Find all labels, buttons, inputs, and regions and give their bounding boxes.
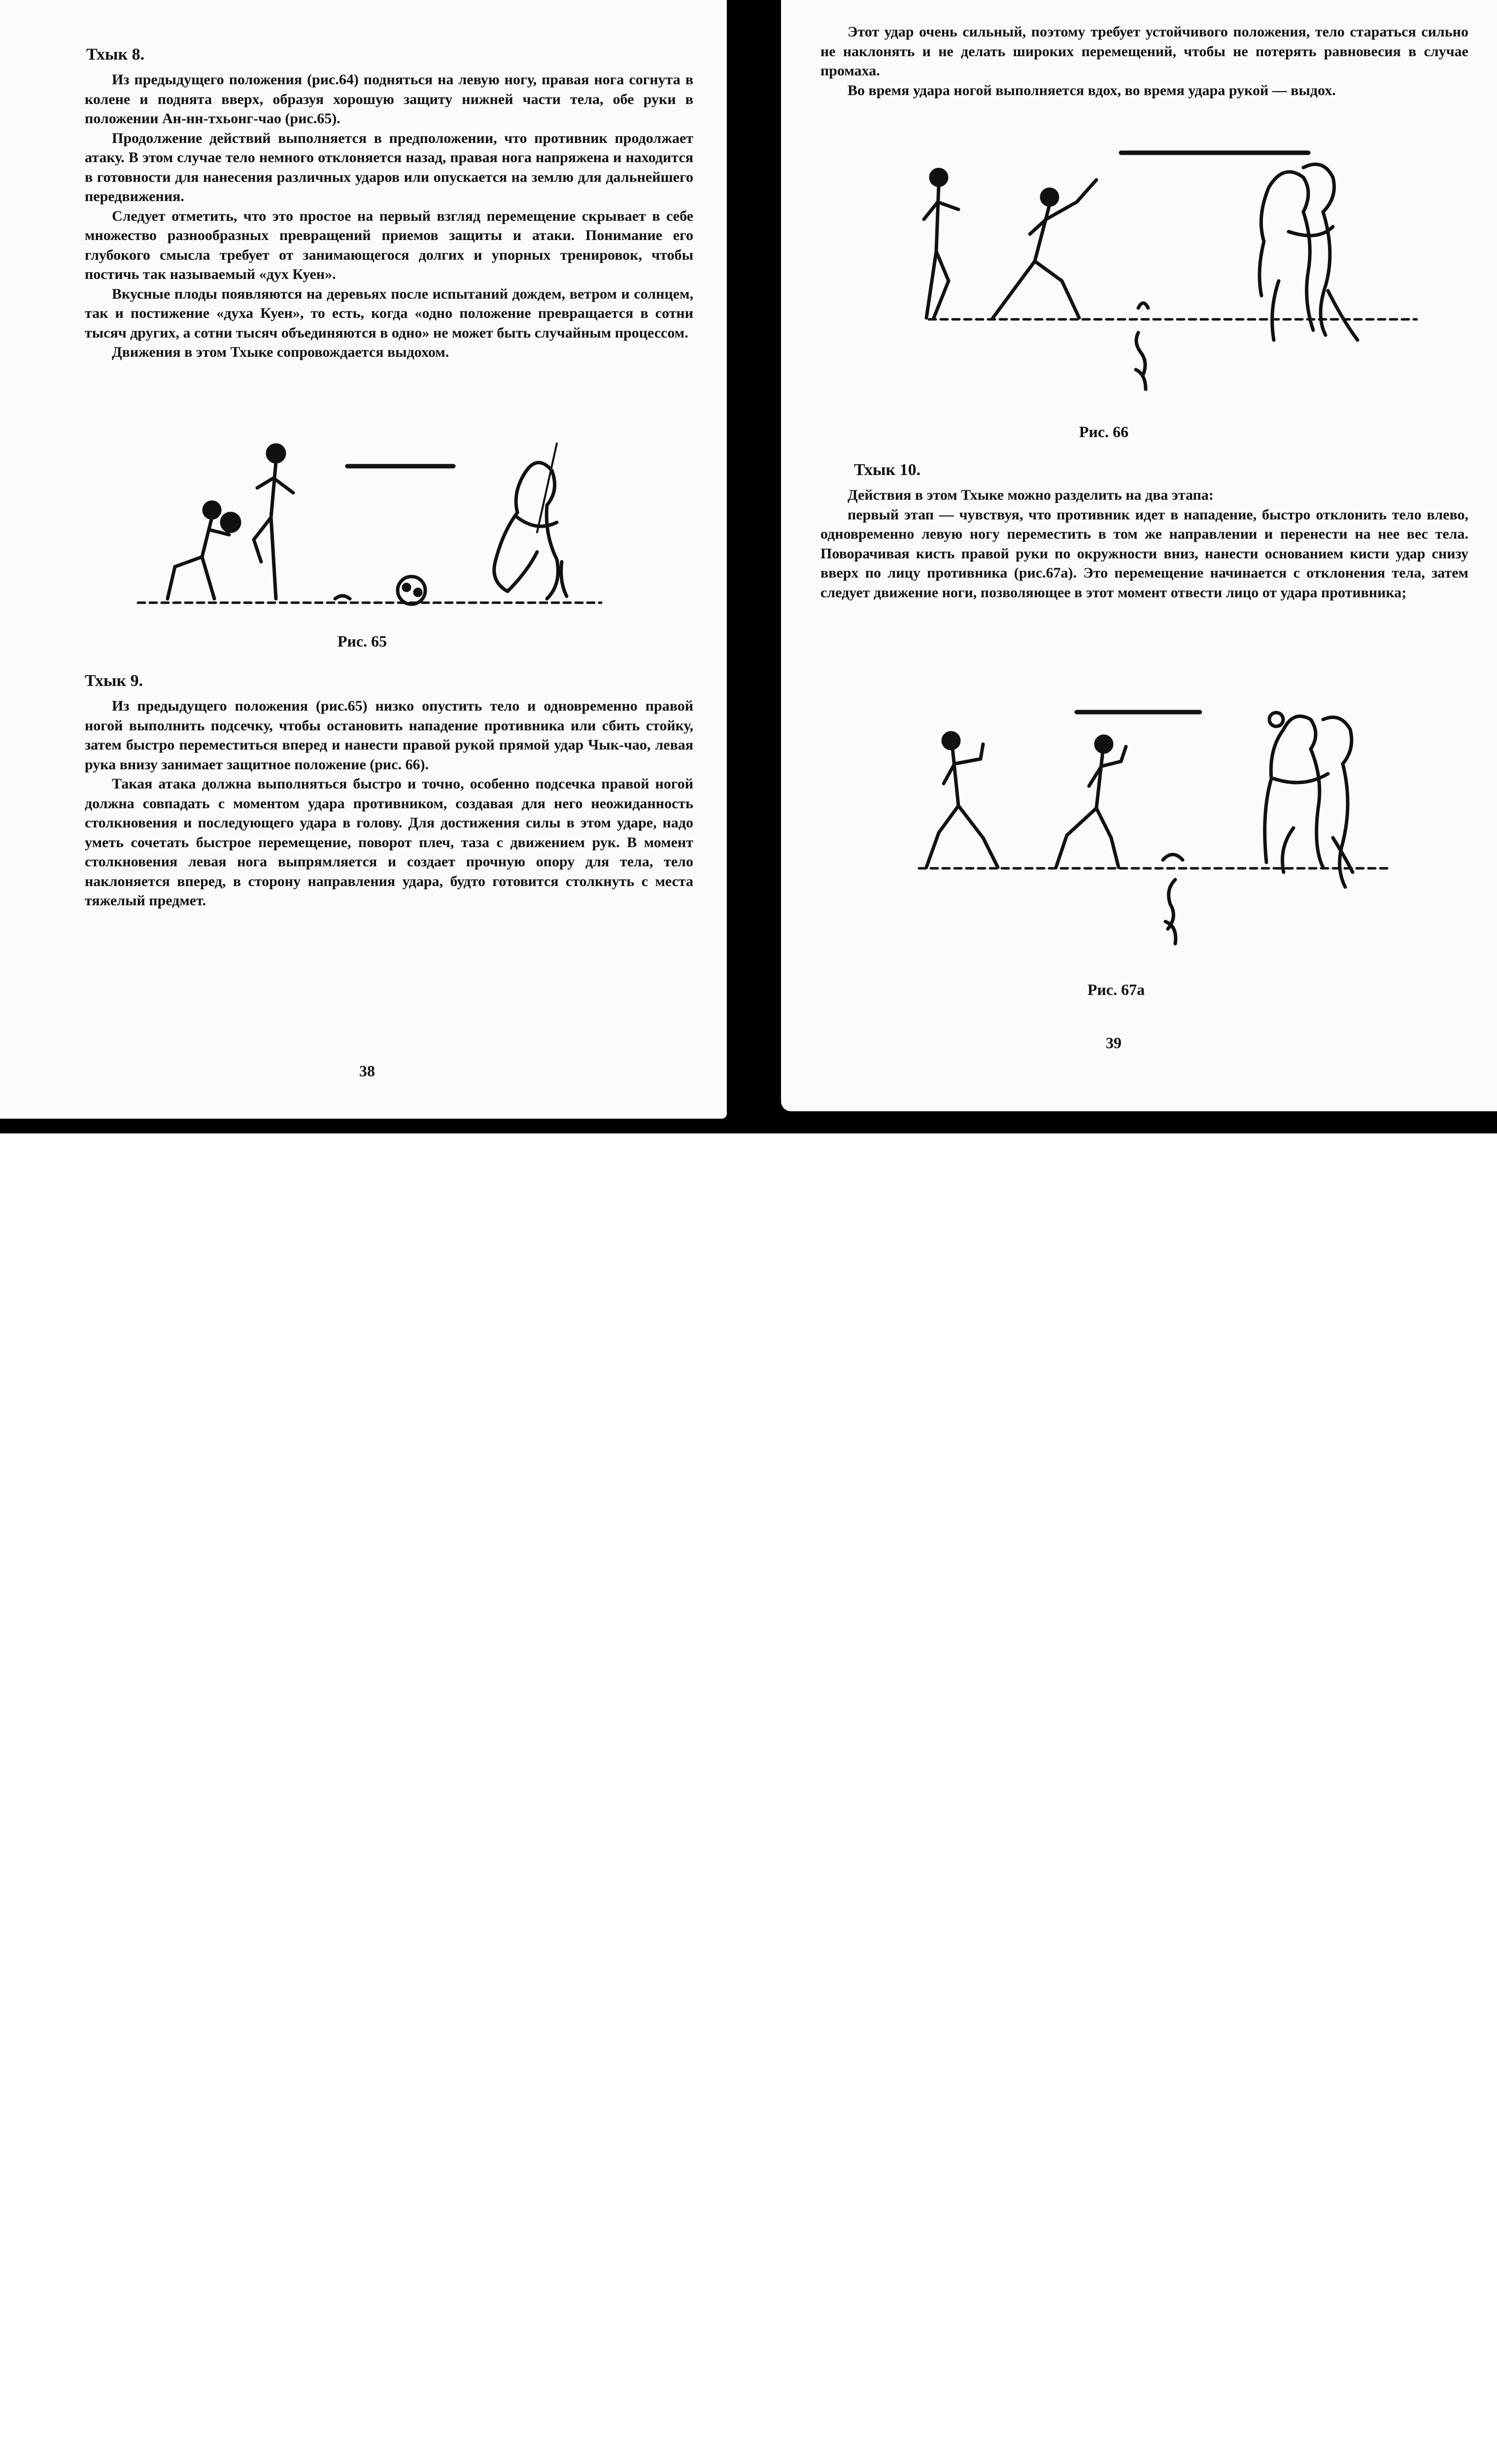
figure-66-illustration <box>914 133 1431 409</box>
heading-tkhyk-10: Тхык 10. <box>854 461 921 479</box>
figure-65-illustration <box>128 434 621 621</box>
paragraph: Во время удара ногой выполняется вдох, во время удара рукой — выдох. <box>848 82 1336 99</box>
book-spread-scan <box>0 0 1497 1133</box>
paragraph: Вкусные плоды появляются на деревьях после испытаний дождем, ветром и солнцем, так и постижение «духа Куен», то есть, когда «одно положение превращается в сотни тысяч других, а сотни тысяч объединяются в одно» не может быть случайным процессом. <box>85 285 693 341</box>
left-page <box>0 0 727 1119</box>
heading-tkhyk-9: Тхык 9. <box>85 672 143 690</box>
paragraph: Этот удар очень сильный, поэтому требует устойчивого положения, тело стараться сильно не наклонять и не делать широких перемещений, чтобы не потерять равновесия в случае промаха. <box>820 24 1468 79</box>
paragraph: Из предыдущего положения (рис.64) подняться на левую ногу, правая нога согнута в колене и поднята вверх, образуя хорошую защиту нижней части тела, обе руки в положении Ан-нн-тхьонг-чао (рис.65). <box>85 71 693 127</box>
text-block-tkhyk-8 <box>85 70 693 362</box>
figure-67a-illustration <box>899 690 1417 966</box>
right-page <box>781 0 1497 1111</box>
figure-65-caption: Рис. 65 <box>337 632 387 650</box>
paragraph: Продолжение действий выполняется в предположении, что противник продолжает атаку. В этом случае тело немного отклоняется назад, правая нога напряжена и находится в готовности для нанесения различных ударов или опускается на землю для дальнейшего передвижения. <box>85 130 693 205</box>
figure-67a-caption: Рис. 67а <box>1087 981 1145 998</box>
page-number-right: 39 <box>1106 1034 1122 1052</box>
paragraph: Действия в этом Тхыке можно разделить на два этапа: <box>848 487 1214 503</box>
text-block-continuation <box>820 22 1468 100</box>
paragraph: Такая атака должна выполняться быстро и точно, особенно подсечка правой ногой должна совпадать с моментом удара противником, создавая для него неожиданность столкновения и последующего удара в голову. Для достижения силы в этом ударе, надо уметь сочетать быстрое перемещение, поворот плеч, таза с движением рук. В момент столкновения левая нога выпрямляется и создает прочную опору для тела, тело наклоняется вперед, в сторону направления удара, будто готовится столкнуть с места тяжелый предмет. <box>85 776 693 909</box>
text-block-tkhyk-9 <box>85 696 693 911</box>
paragraph: Следует отметить, что это простое на первый взгляд перемещение скрывает в себе множество разнообразных превращений приемов защиты и атаки. Понимание его глубокого смысла требует от занимающегося долгих и упорных тренировок, чтобы постичь так называемый «дух Куен». <box>85 207 693 282</box>
text-block-tkhyk-10 <box>820 485 1468 602</box>
figure-66-caption: Рис. 66 <box>1079 423 1129 441</box>
heading-tkhyk-8: Тхык 8. <box>86 45 145 64</box>
paragraph: Движения в этом Тхыке сопровождается выдохом. <box>112 344 449 360</box>
page-number-left: 38 <box>359 1062 375 1080</box>
paragraph: первый этап — чувствуя, что противник идет в нападение, быстро отклонить тело влево, одновременно левую ногу переместить в том же направлении и перенести на нее вес тела. Поворачивая кисть правой руки по окружности вниз, нанести основанием кисти удар снизу вверх по лицу противника (рис.67а). Это перемещение начинается с отклонения тела, затем следует движение ноги, позволяющее в этот момент отвести лицо от удара противника; <box>820 506 1468 601</box>
paragraph: Из предыдущего положения (рис.65) низко опустить тело и одновременно правой ногой выполнить подсечку, чтобы остановить нападение противника или сбить стойку, затем быстро переместиться вперед и нанести правой рукой прямой удар Чык-чао, левая рука внизу занимает защитное положение (рис. 66). <box>85 698 693 773</box>
